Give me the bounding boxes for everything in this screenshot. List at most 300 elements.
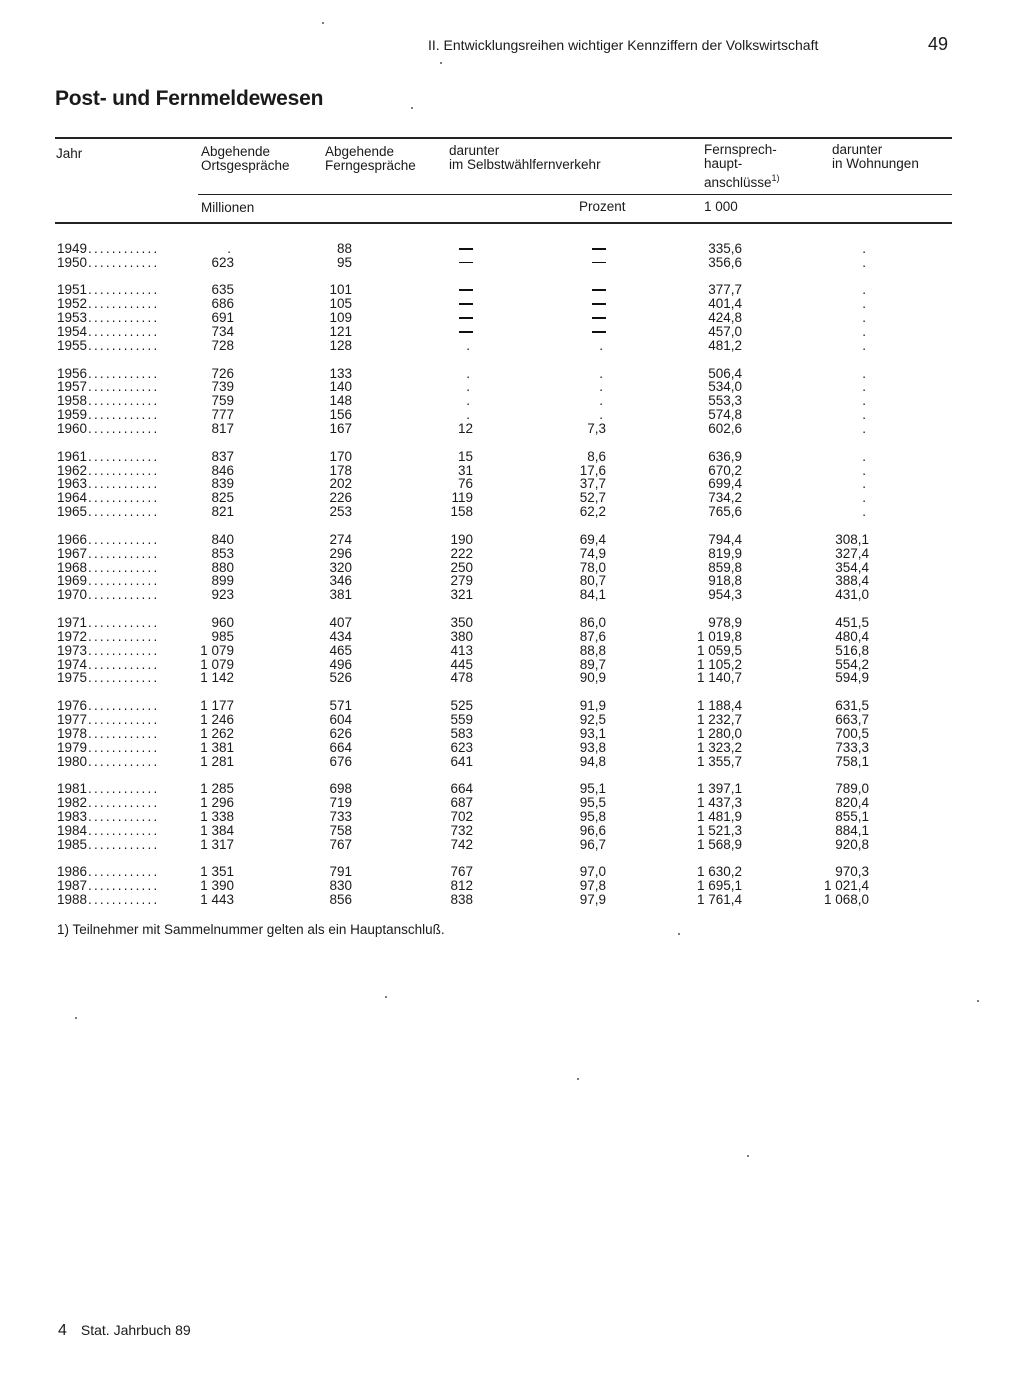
long-distance-calls-cell: 381 [329, 587, 352, 603]
year-cell: 1955 [57, 338, 88, 353]
leader-dots: ............ [88, 725, 160, 741]
local-calls-cell: 899 [211, 573, 234, 589]
leader-dots: ............ [88, 587, 160, 603]
dash-mark [592, 289, 606, 291]
direct-dialing-calls-cell: 732 [450, 822, 473, 838]
long-distance-calls-cell: 407 [329, 614, 352, 630]
direct-dialing-percent-cell: 93,8 [579, 739, 606, 755]
year-cell: 1974 [57, 656, 88, 672]
direct-dialing-percent-cell: 95,1 [579, 781, 606, 796]
table-row [0, 477, 1024, 491]
table-row [0, 838, 1024, 852]
local-calls-cell: 923 [211, 587, 234, 603]
direct-dialing-calls-cell: 641 [450, 753, 473, 769]
dash-mark [459, 262, 473, 264]
leader-dots: ............ [88, 573, 160, 589]
long-distance-calls-cell: 202 [329, 476, 352, 492]
direct-dialing-calls-cell: 15 [457, 448, 473, 464]
in-homes-cell: . [862, 282, 866, 298]
table-row [0, 408, 1024, 422]
local-calls-cell: 837 [211, 448, 234, 464]
main-lines-cell: 1 355,7 [696, 753, 742, 769]
local-calls-cell: 635 [211, 282, 234, 298]
direct-dialing-percent-cell: 89,7 [579, 656, 606, 672]
local-calls-cell: 728 [211, 338, 234, 353]
running-header: II. Entwicklungsreihen wichtiger Kennziffern der Volkswirtschaft [428, 37, 819, 53]
local-calls-cell: 739 [211, 379, 234, 395]
long-distance-calls-cell: 676 [329, 753, 352, 769]
long-distance-calls-cell: 105 [329, 296, 352, 312]
long-distance-calls-cell: 791 [329, 864, 352, 880]
long-distance-calls-cell: 856 [329, 891, 352, 907]
local-calls-cell: 726 [211, 365, 234, 381]
direct-dialing-calls-cell: 321 [450, 587, 473, 603]
main-lines-cell: 457,0 [708, 324, 742, 340]
leader-dots: ............ [88, 781, 160, 796]
page-title: Post- und Fernmeldewesen [55, 87, 324, 110]
direct-dialing-percent-cell: 95,5 [579, 794, 606, 810]
table-row [0, 782, 1024, 796]
main-lines-cell: 1 521,3 [696, 822, 742, 838]
table-row [0, 755, 1024, 769]
direct-dialing-percent-cell: 96,7 [579, 836, 606, 852]
leader-dots: ............ [88, 878, 160, 893]
long-distance-calls-cell: 253 [329, 504, 352, 520]
footer-number: 4 [58, 1322, 67, 1339]
local-calls-cell: 1 338 [200, 808, 234, 824]
scan-speck [440, 62, 442, 64]
long-distance-calls-cell: 626 [329, 725, 352, 741]
long-distance-calls-cell: 148 [329, 393, 352, 409]
long-distance-calls-cell: 346 [329, 573, 352, 589]
main-lines-cell: 1 323,2 [696, 739, 742, 755]
in-homes-cell: . [862, 379, 866, 395]
direct-dialing-calls-cell: 583 [450, 725, 473, 741]
leader-dots: ............ [88, 296, 160, 312]
direct-dialing-percent-cell: 52,7 [579, 490, 606, 506]
direct-dialing-percent-cell: 62,2 [579, 504, 606, 520]
local-calls-cell: 840 [211, 531, 234, 547]
long-distance-calls-cell: 167 [329, 421, 352, 437]
local-calls-cell: 825 [211, 490, 234, 506]
in-homes-cell: . [862, 241, 866, 256]
long-distance-calls-cell: 178 [329, 462, 352, 478]
long-distance-calls-cell: 320 [329, 559, 352, 575]
dash-mark [459, 317, 473, 319]
in-homes-cell: 733,3 [835, 739, 869, 755]
in-homes-cell: 431,0 [835, 587, 869, 603]
direct-dialing-percent-cell: 37,7 [579, 476, 606, 492]
local-calls-cell: 839 [211, 476, 234, 492]
main-lines-cell: 1 397,1 [696, 781, 742, 796]
direct-dialing-calls-cell: . [466, 407, 470, 423]
in-homes-cell: 354,4 [835, 559, 869, 575]
in-homes-cell: . [862, 324, 866, 340]
in-homes-cell: . [862, 310, 866, 326]
table-row [0, 727, 1024, 741]
table-row [0, 256, 1024, 270]
in-homes-cell: . [862, 504, 866, 520]
local-calls-cell: 817 [211, 421, 234, 437]
direct-dialing-calls-cell: 838 [450, 891, 473, 907]
year-cell: 1953 [57, 310, 88, 326]
footer-text: Stat. Jahrbuch 89 [80, 1322, 191, 1338]
year-cell: 1954 [57, 324, 88, 340]
main-lines-cell: 506,4 [708, 365, 742, 381]
direct-dialing-calls-cell: . [466, 338, 470, 353]
direct-dialing-percent-cell: . [599, 393, 603, 409]
long-distance-calls-cell: 604 [329, 711, 352, 727]
year-cell: 1978 [57, 725, 88, 741]
long-distance-calls-cell: 758 [329, 822, 352, 838]
in-homes-cell: . [862, 296, 866, 312]
year-cell: 1971 [57, 614, 88, 630]
direct-dialing-percent-cell: 7,3 [587, 421, 606, 437]
direct-dialing-calls-cell: 222 [450, 545, 473, 561]
year-cell: 1963 [57, 476, 88, 492]
leader-dots: ............ [88, 254, 160, 270]
year-cell: 1970 [57, 587, 88, 603]
direct-dialing-calls-cell: . [466, 365, 470, 381]
long-distance-calls-cell: 698 [329, 781, 352, 796]
long-distance-calls-cell: 664 [329, 739, 352, 755]
main-lines-cell: 670,2 [708, 462, 742, 478]
local-calls-cell: 1 079 [200, 656, 234, 672]
table-row [0, 422, 1024, 436]
leader-dots: ............ [88, 241, 160, 256]
main-lines-cell: 1 630,2 [696, 864, 742, 880]
table-row [0, 824, 1024, 838]
in-homes-cell: 594,9 [835, 670, 869, 686]
local-calls-cell: 1 142 [200, 670, 234, 686]
dash-mark [592, 331, 606, 333]
main-lines-cell: 574,8 [708, 407, 742, 423]
direct-dialing-calls-cell: 119 [451, 490, 473, 506]
table-row [0, 699, 1024, 713]
year-cell: 1950 [57, 254, 88, 270]
leader-dots: ............ [88, 545, 160, 561]
year-cell: 1984 [57, 822, 88, 838]
table-row [0, 242, 1024, 256]
year-cell: 1961 [57, 448, 88, 464]
direct-dialing-percent-cell: . [599, 338, 603, 353]
leader-dots: ............ [88, 836, 160, 852]
table-row [0, 547, 1024, 561]
main-lines-cell: 602,6 [708, 421, 742, 437]
year-cell: 1972 [57, 628, 88, 644]
direct-dialing-calls-cell: 190 [450, 531, 473, 547]
direct-dialing-percent-cell: 97,8 [579, 878, 606, 893]
main-lines-cell: 377,7 [708, 282, 742, 298]
in-homes-cell: 308,1 [835, 531, 869, 547]
unit-millionen: Millionen [201, 200, 255, 215]
long-distance-calls-cell: 121 [329, 324, 352, 340]
direct-dialing-percent-cell: 8,6 [587, 448, 606, 464]
main-lines-cell: 636,9 [708, 448, 742, 464]
table-row [0, 713, 1024, 727]
direct-dialing-percent-cell: 78,0 [579, 559, 606, 575]
table-row [0, 325, 1024, 339]
local-calls-cell: 1 079 [200, 642, 234, 658]
long-distance-calls-cell: 496 [329, 656, 352, 672]
long-distance-calls-cell: 296 [329, 545, 352, 561]
long-distance-calls-cell: 109 [329, 310, 352, 326]
dash-mark [592, 303, 606, 305]
year-cell: 1985 [57, 836, 88, 852]
in-homes-cell: 1 068,0 [823, 891, 869, 907]
in-homes-cell: 451,5 [835, 614, 869, 630]
leader-dots: ............ [88, 531, 160, 547]
direct-dialing-percent-cell: 97,0 [579, 864, 606, 880]
in-homes-cell: . [862, 448, 866, 464]
year-cell: 1949 [57, 241, 88, 256]
long-distance-calls-cell: 226 [329, 490, 352, 506]
direct-dialing-percent-cell: 74,9 [579, 545, 606, 561]
local-calls-cell: 853 [211, 545, 234, 561]
year-cell: 1969 [57, 573, 88, 589]
leader-dots: ............ [88, 794, 160, 810]
direct-dialing-calls-cell: . [466, 379, 470, 395]
leader-dots: ............ [88, 656, 160, 672]
local-calls-cell: 734 [211, 324, 234, 340]
direct-dialing-percent-cell: 90,9 [579, 670, 606, 686]
year-cell: 1958 [57, 393, 88, 409]
long-distance-calls-cell: 830 [329, 878, 352, 893]
direct-dialing-percent-cell: 94,8 [579, 753, 606, 769]
local-calls-cell: . [227, 241, 231, 256]
main-lines-cell: 1 059,5 [696, 642, 742, 658]
leader-dots: ............ [88, 324, 160, 340]
in-homes-cell: 327,4 [835, 545, 869, 561]
table-row [0, 574, 1024, 588]
in-homes-cell: 884,1 [835, 822, 869, 838]
dash-mark [592, 262, 606, 264]
unit-tausend: 1 000 [704, 199, 738, 214]
main-lines-cell: 1 481,9 [696, 808, 742, 824]
long-distance-calls-cell: 719 [329, 794, 352, 810]
long-distance-calls-cell: 133 [329, 365, 352, 381]
local-calls-cell: 1 296 [200, 794, 234, 810]
long-distance-calls-cell: 170 [329, 448, 352, 464]
direct-dialing-calls-cell: 525 [450, 697, 473, 713]
table-row [0, 533, 1024, 547]
direct-dialing-percent-cell: 17,6 [579, 462, 606, 478]
direct-dialing-percent-cell: 86,0 [579, 614, 606, 630]
year-cell: 1956 [57, 365, 88, 381]
local-calls-cell: 623 [211, 254, 234, 270]
main-lines-cell: 1 695,1 [696, 878, 742, 893]
year-cell: 1959 [57, 407, 88, 423]
direct-dialing-calls-cell: 12 [457, 421, 473, 437]
local-calls-cell: 1 262 [200, 725, 234, 741]
long-distance-calls-cell: 88 [336, 241, 352, 256]
leader-dots: ............ [88, 711, 160, 727]
table-row [0, 630, 1024, 644]
year-cell: 1987 [57, 878, 88, 893]
main-lines-cell: 978,9 [708, 614, 742, 630]
direct-dialing-calls-cell: 767 [450, 864, 473, 880]
local-calls-cell: 691 [211, 310, 234, 326]
table-row [0, 505, 1024, 519]
main-lines-cell: 1 761,4 [696, 891, 742, 907]
direct-dialing-percent-cell: . [599, 379, 603, 395]
table-top-rule [55, 137, 952, 139]
table-row [0, 339, 1024, 353]
leader-dots: ............ [88, 864, 160, 880]
scan-speck [322, 22, 324, 24]
column-header-main-lines: Fernsprech- haupt- anschlüsse$^{1)}$ [704, 142, 780, 190]
leader-dots: ............ [88, 822, 160, 838]
in-homes-cell: 554,2 [835, 656, 869, 672]
scan-speck [977, 1000, 979, 1002]
direct-dialing-percent-cell: 80,7 [579, 573, 606, 589]
in-homes-cell: . [862, 254, 866, 270]
long-distance-calls-cell: 95 [336, 254, 352, 270]
direct-dialing-calls-cell: 279 [450, 573, 473, 589]
long-distance-calls-cell: 526 [329, 670, 352, 686]
year-cell: 1957 [57, 379, 88, 395]
column-header-local-calls: Abgehende Ortsgespräche [201, 144, 290, 173]
leader-dots: ............ [88, 393, 160, 409]
year-cell: 1967 [57, 545, 88, 561]
main-lines-cell: 356,6 [708, 254, 742, 270]
year-cell: 1977 [57, 711, 88, 727]
leader-dots: ............ [88, 448, 160, 464]
direct-dialing-percent-cell: 92,5 [579, 711, 606, 727]
long-distance-calls-cell: 434 [329, 628, 352, 644]
leader-dots: ............ [88, 628, 160, 644]
year-cell: 1962 [57, 462, 88, 478]
footnote: 1) Teilnehmer mit Sammelnummer gelten als ein Hauptanschluß. [57, 922, 445, 937]
page-footer [58, 1322, 191, 1340]
in-homes-cell: 789,0 [835, 781, 869, 796]
local-calls-cell: 759 [211, 393, 234, 409]
in-homes-cell: 1 021,4 [823, 878, 869, 893]
local-calls-cell: 821 [211, 504, 234, 520]
main-lines-cell: 859,8 [708, 559, 742, 575]
dash-mark [459, 303, 473, 305]
table-row [0, 588, 1024, 602]
leader-dots: ............ [88, 559, 160, 575]
table-row [0, 450, 1024, 464]
leader-dots: ............ [88, 670, 160, 686]
table-row [0, 297, 1024, 311]
year-cell: 1960 [57, 421, 88, 437]
long-distance-calls-cell: 465 [329, 642, 352, 658]
local-calls-cell: 1 177 [200, 697, 234, 713]
leader-dots: ............ [88, 421, 160, 437]
table-row [0, 644, 1024, 658]
leader-dots: ............ [88, 697, 160, 713]
local-calls-cell: 1 384 [200, 822, 234, 838]
long-distance-calls-cell: 140 [329, 379, 352, 395]
local-calls-cell: 777 [211, 407, 234, 423]
column-header-year: Jahr [56, 146, 83, 161]
main-lines-cell: 1 105,2 [696, 656, 742, 672]
direct-dialing-calls-cell: 702 [450, 808, 473, 824]
year-cell: 1975 [57, 670, 88, 686]
in-homes-cell: 663,7 [835, 711, 869, 727]
year-cell: 1986 [57, 864, 88, 880]
long-distance-calls-cell: 128 [329, 338, 352, 353]
dash-mark [459, 248, 473, 250]
direct-dialing-calls-cell: 250 [450, 559, 473, 575]
local-calls-cell: 1 443 [200, 891, 234, 907]
main-lines-cell: 481,2 [708, 338, 742, 353]
direct-dialing-percent-cell: 84,1 [579, 587, 606, 603]
in-homes-cell: . [862, 393, 866, 409]
local-calls-cell: 960 [211, 614, 234, 630]
main-lines-cell: 1 568,9 [696, 836, 742, 852]
leader-dots: ............ [88, 379, 160, 395]
local-calls-cell: 1 246 [200, 711, 234, 727]
year-cell: 1964 [57, 490, 88, 506]
scan-speck [75, 1017, 77, 1019]
leader-dots: ............ [88, 891, 160, 907]
in-homes-cell: . [862, 476, 866, 492]
dash-mark [592, 317, 606, 319]
direct-dialing-percent-cell: . [599, 407, 603, 423]
year-cell: 1976 [57, 697, 88, 713]
in-homes-cell: . [862, 490, 866, 506]
main-lines-cell: 954,3 [708, 587, 742, 603]
in-homes-cell: 855,1 [835, 808, 869, 824]
table-row [0, 796, 1024, 810]
table-row [0, 394, 1024, 408]
year-cell: 1982 [57, 794, 88, 810]
year-cell: 1983 [57, 808, 88, 824]
direct-dialing-calls-cell: 812 [450, 878, 473, 893]
year-cell: 1979 [57, 739, 88, 755]
local-calls-cell: 985 [211, 628, 234, 644]
long-distance-calls-cell: 101 [329, 282, 352, 298]
year-cell: 1980 [57, 753, 88, 769]
dash-mark [459, 289, 473, 291]
leader-dots: ............ [88, 310, 160, 326]
main-lines-cell: 794,4 [708, 531, 742, 547]
leader-dots: ............ [88, 462, 160, 478]
leader-dots: ............ [88, 407, 160, 423]
table-row [0, 464, 1024, 478]
in-homes-cell: 388,4 [835, 573, 869, 589]
local-calls-cell: 846 [211, 462, 234, 478]
column-header-in-homes: darunter in Wohnungen [832, 142, 919, 171]
local-calls-cell: 1 281 [200, 753, 234, 769]
leader-dots: ............ [88, 753, 160, 769]
main-lines-cell: 1 019,8 [696, 628, 742, 644]
table-row [0, 658, 1024, 672]
in-homes-cell: . [862, 365, 866, 381]
direct-dialing-percent-cell: 87,6 [579, 628, 606, 644]
direct-dialing-percent-cell: 97,9 [579, 891, 606, 907]
leader-dots: ............ [88, 490, 160, 506]
table-row [0, 810, 1024, 824]
long-distance-calls-cell: 156 [329, 407, 352, 423]
leader-dots: ............ [88, 808, 160, 824]
local-calls-cell: 686 [211, 296, 234, 312]
direct-dialing-calls-cell: 742 [450, 836, 473, 852]
main-lines-cell: 424,8 [708, 310, 742, 326]
direct-dialing-calls-cell: 478 [450, 670, 473, 686]
direct-dialing-calls-cell: 380 [450, 628, 473, 644]
unit-row-rule [198, 194, 952, 195]
table-row [0, 671, 1024, 685]
direct-dialing-percent-cell: 96,6 [579, 822, 606, 838]
direct-dialing-calls-cell: 158 [450, 504, 473, 520]
year-cell: 1973 [57, 642, 88, 658]
in-homes-cell: . [862, 462, 866, 478]
in-homes-cell: 820,4 [835, 794, 869, 810]
